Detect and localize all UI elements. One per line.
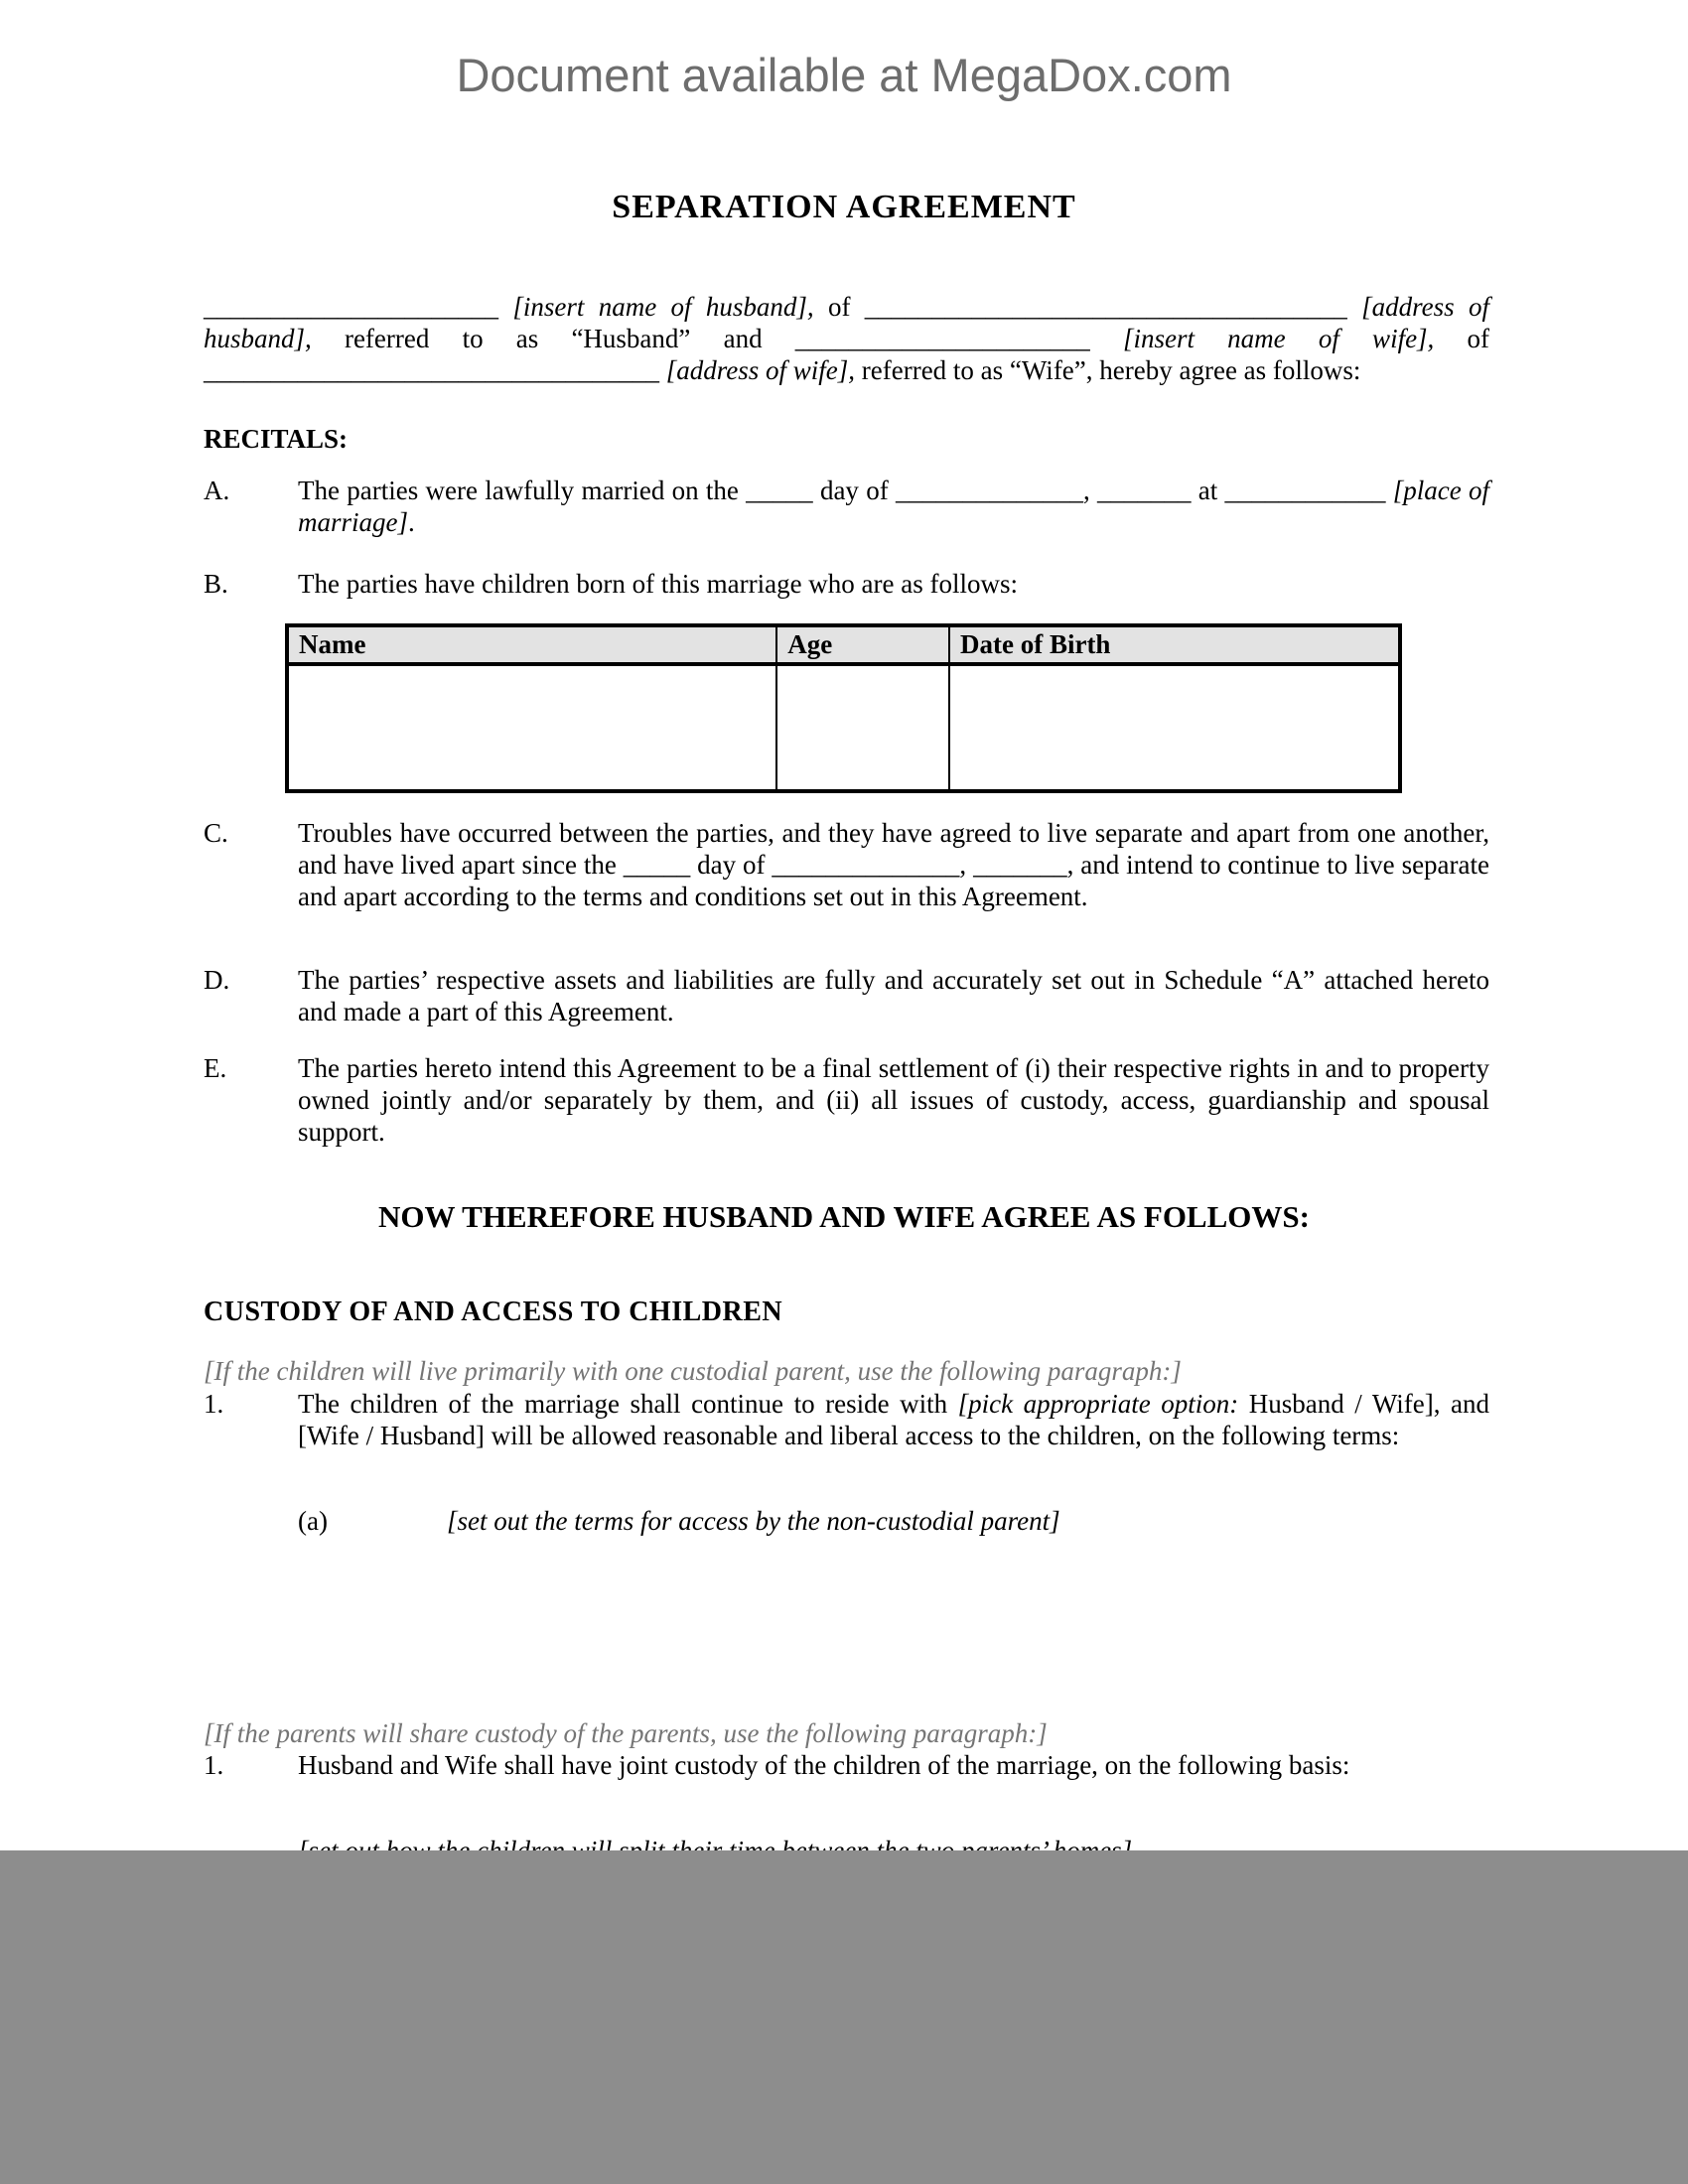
recital-item-b xyxy=(204,568,1489,600)
recital-item-d xyxy=(204,964,1489,1027)
table-cell-name xyxy=(287,664,776,791)
document-title: SEPARATION AGREEMENT xyxy=(612,189,1076,225)
children-table-row xyxy=(287,664,1400,791)
intro-paragraph: ______________________ [insert name of husband], of ____________________________________ [address of husband], referred to as “Husband” and ______________________ [insert name of wife], of __________________________________ [address of wife], referred to as “Wife”, hereby agree as follows: xyxy=(204,292,1489,385)
agreement-heading: NOW THEREFORE HUSBAND AND WIFE AGREE AS FOLLOWS: xyxy=(378,1199,1310,1234)
recital-text-c: Troubles have occurred between the parties, and they have agreed to live separate and apart from one another, and have lived apart since the _____ day of ______________, _______, and intend to continue to live separate and apart according to the terms and conditions set out in this Agreement. xyxy=(298,818,1489,911)
sub-item-a xyxy=(298,1505,1489,1537)
table-header-name: Name xyxy=(287,625,776,664)
paragraph-label-2: 1. xyxy=(204,1750,224,1780)
recital-label-a: A. xyxy=(204,476,230,505)
recital-text-e: The parties hereto intend this Agreement to be a final settlement of (i) their respective rights in and to property owned jointly and/or separately by them, and (ii) all issues of custody, access, guardianship and spousal support. xyxy=(298,1053,1489,1147)
numbered-paragraph-1 xyxy=(204,1388,1489,1451)
section-heading-custody: CUSTODY OF AND ACCESS TO CHILDREN xyxy=(204,1297,783,1327)
paragraph-text-2: Husband and Wife shall have joint custody of the children of the marriage, on the following basis: xyxy=(298,1750,1350,1780)
sub-item-text-a: [set out the terms for access by the non-custodial parent] xyxy=(447,1506,1060,1536)
recital-label-c: C. xyxy=(204,818,228,848)
paragraph-label-1: 1. xyxy=(204,1389,224,1419)
children-table-header-row xyxy=(287,625,1400,664)
recitals-heading: RECITALS: xyxy=(204,424,349,454)
guide-note-custodial: [If the children will live primarily with one custodial parent, use the following paragraph:] xyxy=(204,1356,1182,1386)
numbered-paragraph-2 xyxy=(204,1749,1489,1781)
watermark-text: Document available at MegaDox.com xyxy=(456,49,1232,101)
recital-label-d: D. xyxy=(204,965,230,995)
recital-text-a: The parties were lawfully married on the _____ day of ______________, _______ at ____________ [place of marriage]. xyxy=(298,476,1489,537)
table-header-age: Age xyxy=(776,625,949,664)
recital-item-c xyxy=(204,817,1489,912)
table-header-dob: Date of Birth xyxy=(949,625,1400,664)
recital-item-e xyxy=(204,1052,1489,1148)
children-table xyxy=(285,623,1402,793)
recital-item-a xyxy=(204,475,1489,538)
recital-text-b: The parties have children born of this marriage who are as follows: xyxy=(298,569,1019,599)
guide-note-joint-custody: [If the parents will share custody of the parents, use the following paragraph:] xyxy=(204,1718,1048,1748)
recital-label-b: B. xyxy=(204,569,228,599)
paragraph-text-1: The children of the marriage shall continue to reside with [pick appropriate option: Husband / Wife], and [Wife / Husband] will be allowed reasonable and liberal access to the children, on the following terms: xyxy=(298,1389,1489,1450)
table-cell-dob xyxy=(949,664,1400,791)
sub-item-label-a: (a) xyxy=(298,1506,328,1536)
recital-label-e: E. xyxy=(204,1053,227,1083)
recital-text-d: The parties’ respective assets and liabilities are fully and accurately set out in Schedule “A” attached hereto and made a part of this Agreement. xyxy=(298,965,1489,1026)
table-cell-age xyxy=(776,664,949,791)
redaction-overlay xyxy=(0,1850,1688,2184)
